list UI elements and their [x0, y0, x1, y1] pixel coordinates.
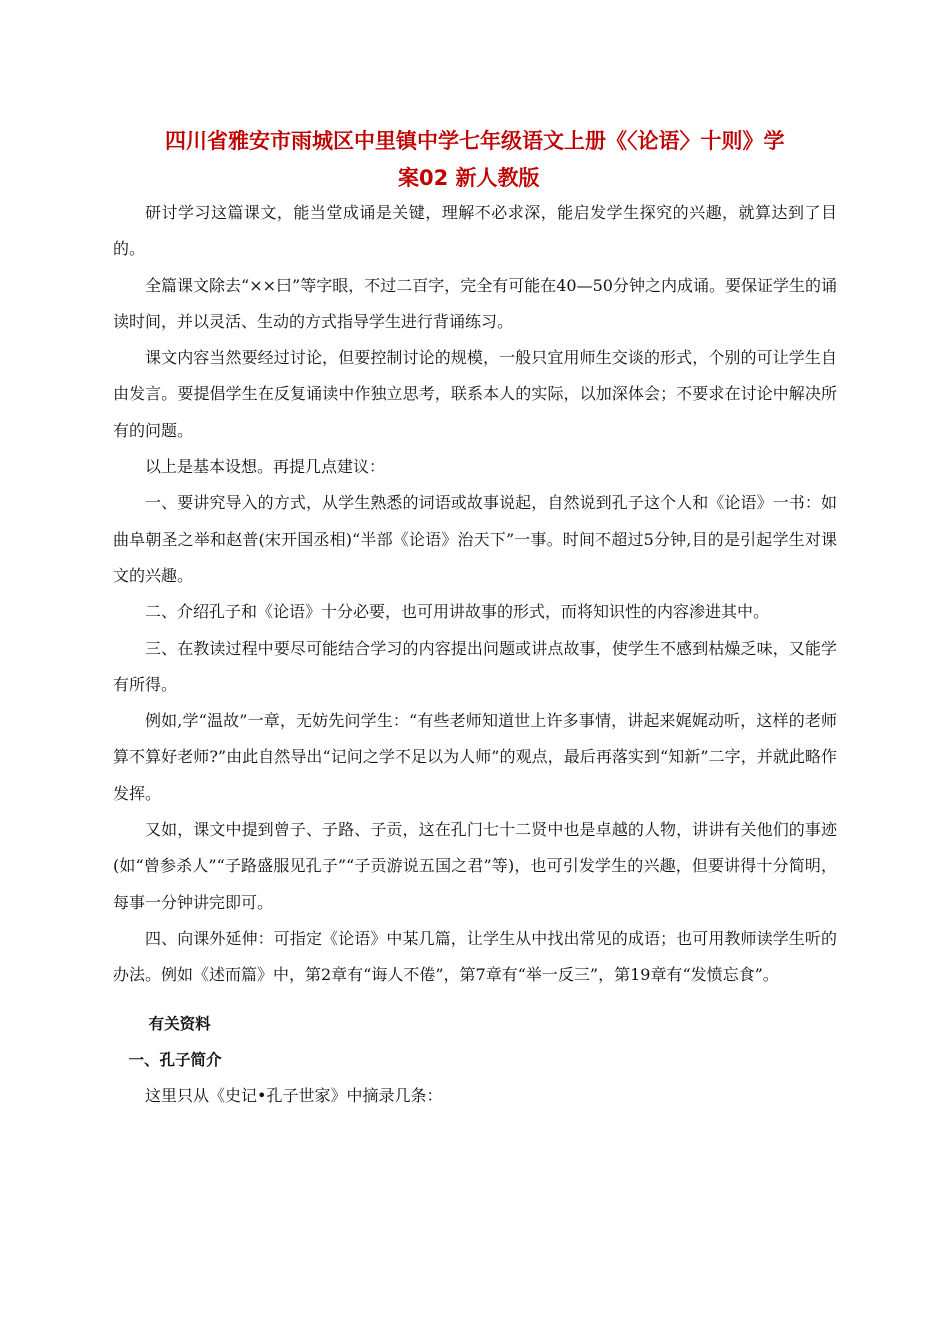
paragraph-4: 以上是基本设想。再提几点建议： [145, 457, 386, 477]
paragraph-1: 研讨学习这篇课文，能当堂成诵是关键，理解不必求深，能启发学生探究的兴趣，就算达到了目的。 [113, 203, 837, 259]
document-title-line-2: 案02 新人教版 [398, 166, 540, 190]
paragraph-9: 又如，课文中提到曾子、子路、子贡，这在孔门七十二贤中也是卓越的人物，讲讲有关他们的事迹(如“曾参杀人”“子路盛服见孔子”“子贡游说五国之君”等)，也可引发学生的兴趣，但要讲得十分简明，每事一分钟讲完即可。 [113, 820, 837, 912]
paragraph-10: 四、向课外延伸：可指定《论语》中某几篇，让学生从中找出常见的成语；也可用教师读学生听的办法。例如《述而篇》中，第2章有“诲人不倦”，第7章有“举一反三”，第19章有“发愤忘食”。 [113, 928, 837, 985]
paragraph-6: 二、介绍孔子和《论语》十分必要，也可用讲故事的形式，而将知识性的内容渗进其中。 [145, 602, 770, 622]
document-title-line-1: 四川省雅安市雨城区中里镇中学七年级语文上册《〈论语〉十则》学 [165, 129, 785, 153]
last-paragraph: 这里只从《史记•孔子世家》中摘录几条： [145, 1086, 443, 1106]
paragraph-2: 全篇课文除去“××曰”等字眼，不过二百字，完全有可能在40—50分钟之内成诵。要保证学生的诵读时间，并以灵活、生动的方式指导学生进行背诵练习。 [113, 275, 837, 331]
section-spacer [113, 994, 837, 1006]
section-heading: 有关资料 [148, 1014, 211, 1033]
paragraph-7: 三、在教读过程中要尽可能结合学习的内容提出问题或讲点故事，使学生不感到枯燥乏味，又能学有所得。 [113, 638, 837, 694]
document-body [113, 195, 837, 1114]
paragraph-5: 一、要讲究导入的方式，从学生熟悉的词语或故事说起，自然说到孔子这个人和《论语》一书：如曲阜朝圣之举和赵普(宋开国丞相)“半部《论语》治天下”一事。时间不超过5分钟,目的是引起学生对课文的兴趣。 [113, 493, 837, 585]
subsection-heading: 一、孔子简介 [128, 1050, 222, 1069]
paragraph-8: 例如,学“温故”一章，无妨先问学生：“有些老师知道世上许多事情，讲起来娓娓动听，这样的老师算不算好老师?”由此自然导出“记问之学不足以为人师”的观点，最后再落实到“知新”二字，并就此略作发挥。 [113, 711, 837, 803]
paragraph-3: 课文内容当然要经过讨论，但要控制讨论的规模，一般只宜用师生交谈的形式，个别的可让学生自由发言。要提倡学生在反复诵读中作独立思考，联系本人的实际，以加深体会；不要求在讨论中解决所有的问题。 [113, 348, 837, 440]
